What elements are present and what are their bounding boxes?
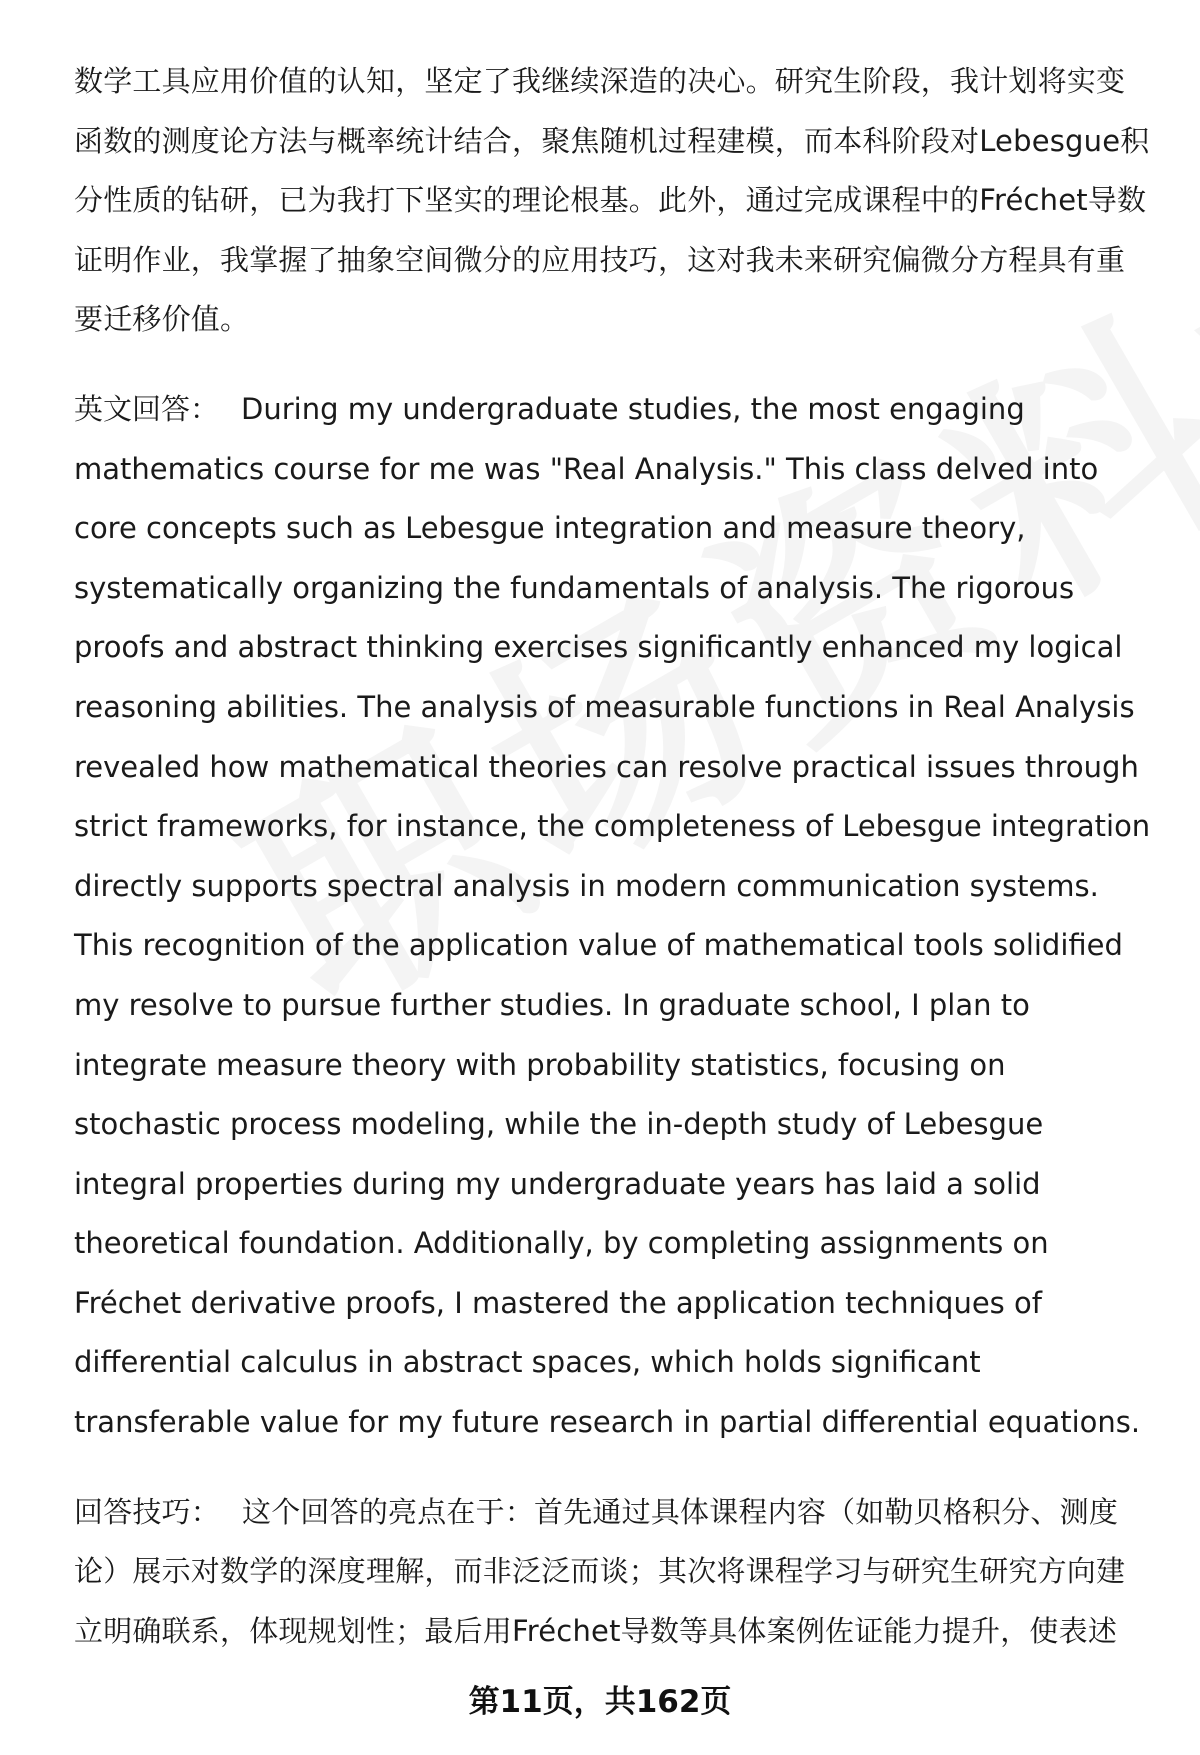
english-answer-label: 英文回答： [74, 391, 220, 426]
answer-tips-label: 回答技巧： [74, 1494, 221, 1529]
english-answer-paragraph [74, 380, 1154, 1453]
english-answer-text: During my undergraduate studies, the most engaging mathematics course for me was "Real Analysis." This class delved into core concepts such as Lebesgue integration and measure theory, systematically organizing the fundamentals of analysis. The rigorous proofs and abstract thinking exercises significantly enhanced my logical reasoning abilities. The analysis of measurable functions in Real Analysis revealed how mathematical theories can resolve practical issues through strict frameworks, for instance, the completeness of Lebesgue integration directly supports spectral analysis in modern communication systems. This recognition of the application value of mathematical tools solidified my resolve to pursue further studies. In graduate school, I plan to integrate measure theory with probability statistics, focusing on stochastic process modeling, while the in-depth study of Lebesgue integral properties during my undergraduate years has laid a solid theoretical foundation. Additionally, by completing assignments on Fréchet derivative proofs, I mastered the application techniques of differential calculus in abstract spaces, which holds significant transferable value for my future research in partial differential equations. [74, 391, 1151, 1440]
document-body [74, 52, 1154, 1661]
intro-paragraph: 数学工具应用价值的认知，坚定了我继续深造的决心。研究生阶段，我计划将实变函数的测度论方法与概率统计结合，聚焦随机过程建模，而本科阶段对Lebesgue积分性质的钻研，已为我打下坚实的理论根基。此外，通过完成课程中的Fréchet导数证明作业，我掌握了抽象空间微分的应用技巧，这对我未来研究偏微分方程具有重要迁移价值。 [74, 64, 1150, 337]
answer-tips-paragraph [74, 1483, 1154, 1662]
page-number: 第11页，共162页 [468, 1684, 732, 1720]
answer-tips-text: 这个回答的亮点在于：首先通过具体课程内容（如勒贝格积分、测度论）展示对数学的深度理解，而非泛泛而谈；其次将课程学习与研究生研究方向建立明确联系，体现规划性；最后用Fréchet导数等具体案例佐证能力提升，使表述 [74, 1494, 1126, 1648]
